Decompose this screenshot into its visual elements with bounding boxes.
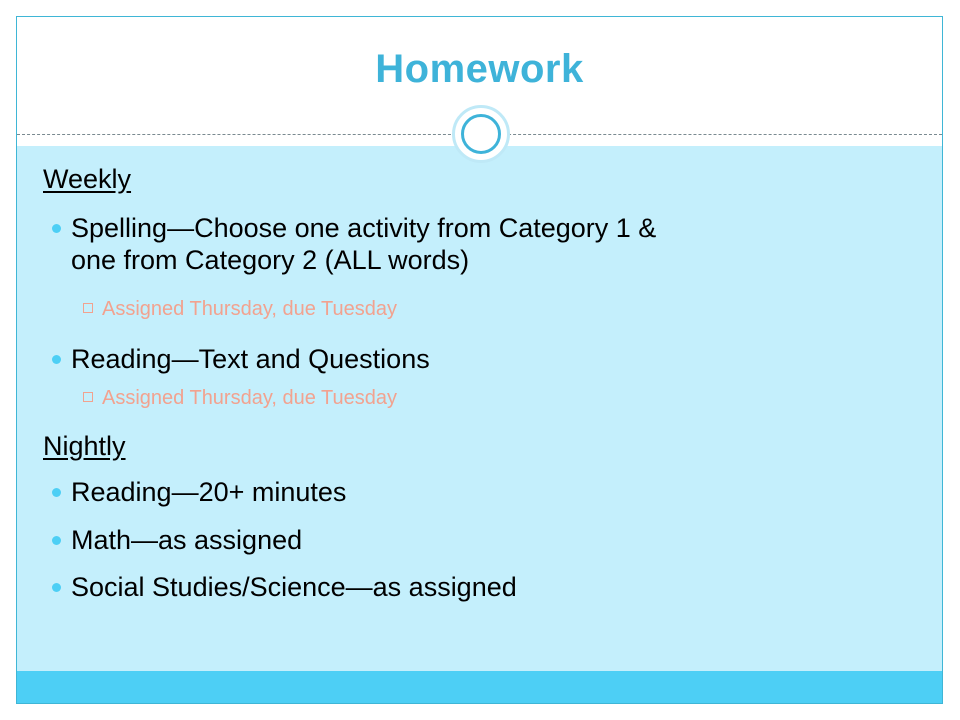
bullet-spelling — [71, 212, 871, 276]
sub-bullet-spelling — [102, 298, 397, 321]
sub-bullet-reading — [102, 387, 397, 410]
bullet-reading-minutes-label: Reading—20+ minutes — [71, 477, 347, 507]
bullet-social-studies — [71, 571, 871, 603]
bullet-math-label: Math—as assigned — [71, 525, 303, 555]
square-bullet-icon — [83, 392, 93, 402]
sub-bullet-spelling-text: Assigned Thursday, due Tuesday — [102, 298, 397, 320]
bullet-dot-icon — [52, 536, 61, 545]
bullet-dot-icon — [52, 583, 61, 592]
bullet-reading-text — [71, 343, 871, 375]
bullet-spelling-line2: one from Category 2 (ALL words) — [71, 245, 470, 275]
bullet-dot-icon — [52, 224, 61, 233]
slide-title: Homework — [375, 47, 584, 91]
bullet-social-studies-label: Social Studies/Science—as assigned — [71, 572, 517, 602]
slide-frame — [16, 16, 943, 704]
content-area — [17, 146, 942, 671]
bullet-reading-text-label: Reading—Text and Questions — [71, 344, 430, 374]
bullet-spelling-line1: Spelling—Choose one activity from Category 1 & — [71, 213, 657, 243]
bottom-accent-bar — [17, 671, 942, 703]
sub-bullet-reading-text: Assigned Thursday, due Tuesday — [102, 387, 397, 409]
bullet-reading-minutes — [71, 476, 871, 508]
bullet-dot-icon — [52, 488, 61, 497]
title-ring-icon — [452, 105, 510, 163]
bullet-dot-icon — [52, 355, 61, 364]
section-heading-weekly: Weekly — [43, 164, 132, 194]
title-ring-inner-icon — [461, 114, 501, 154]
square-bullet-icon — [83, 303, 93, 313]
section-heading-nightly: Nightly — [43, 431, 126, 461]
bullet-math — [71, 524, 871, 556]
